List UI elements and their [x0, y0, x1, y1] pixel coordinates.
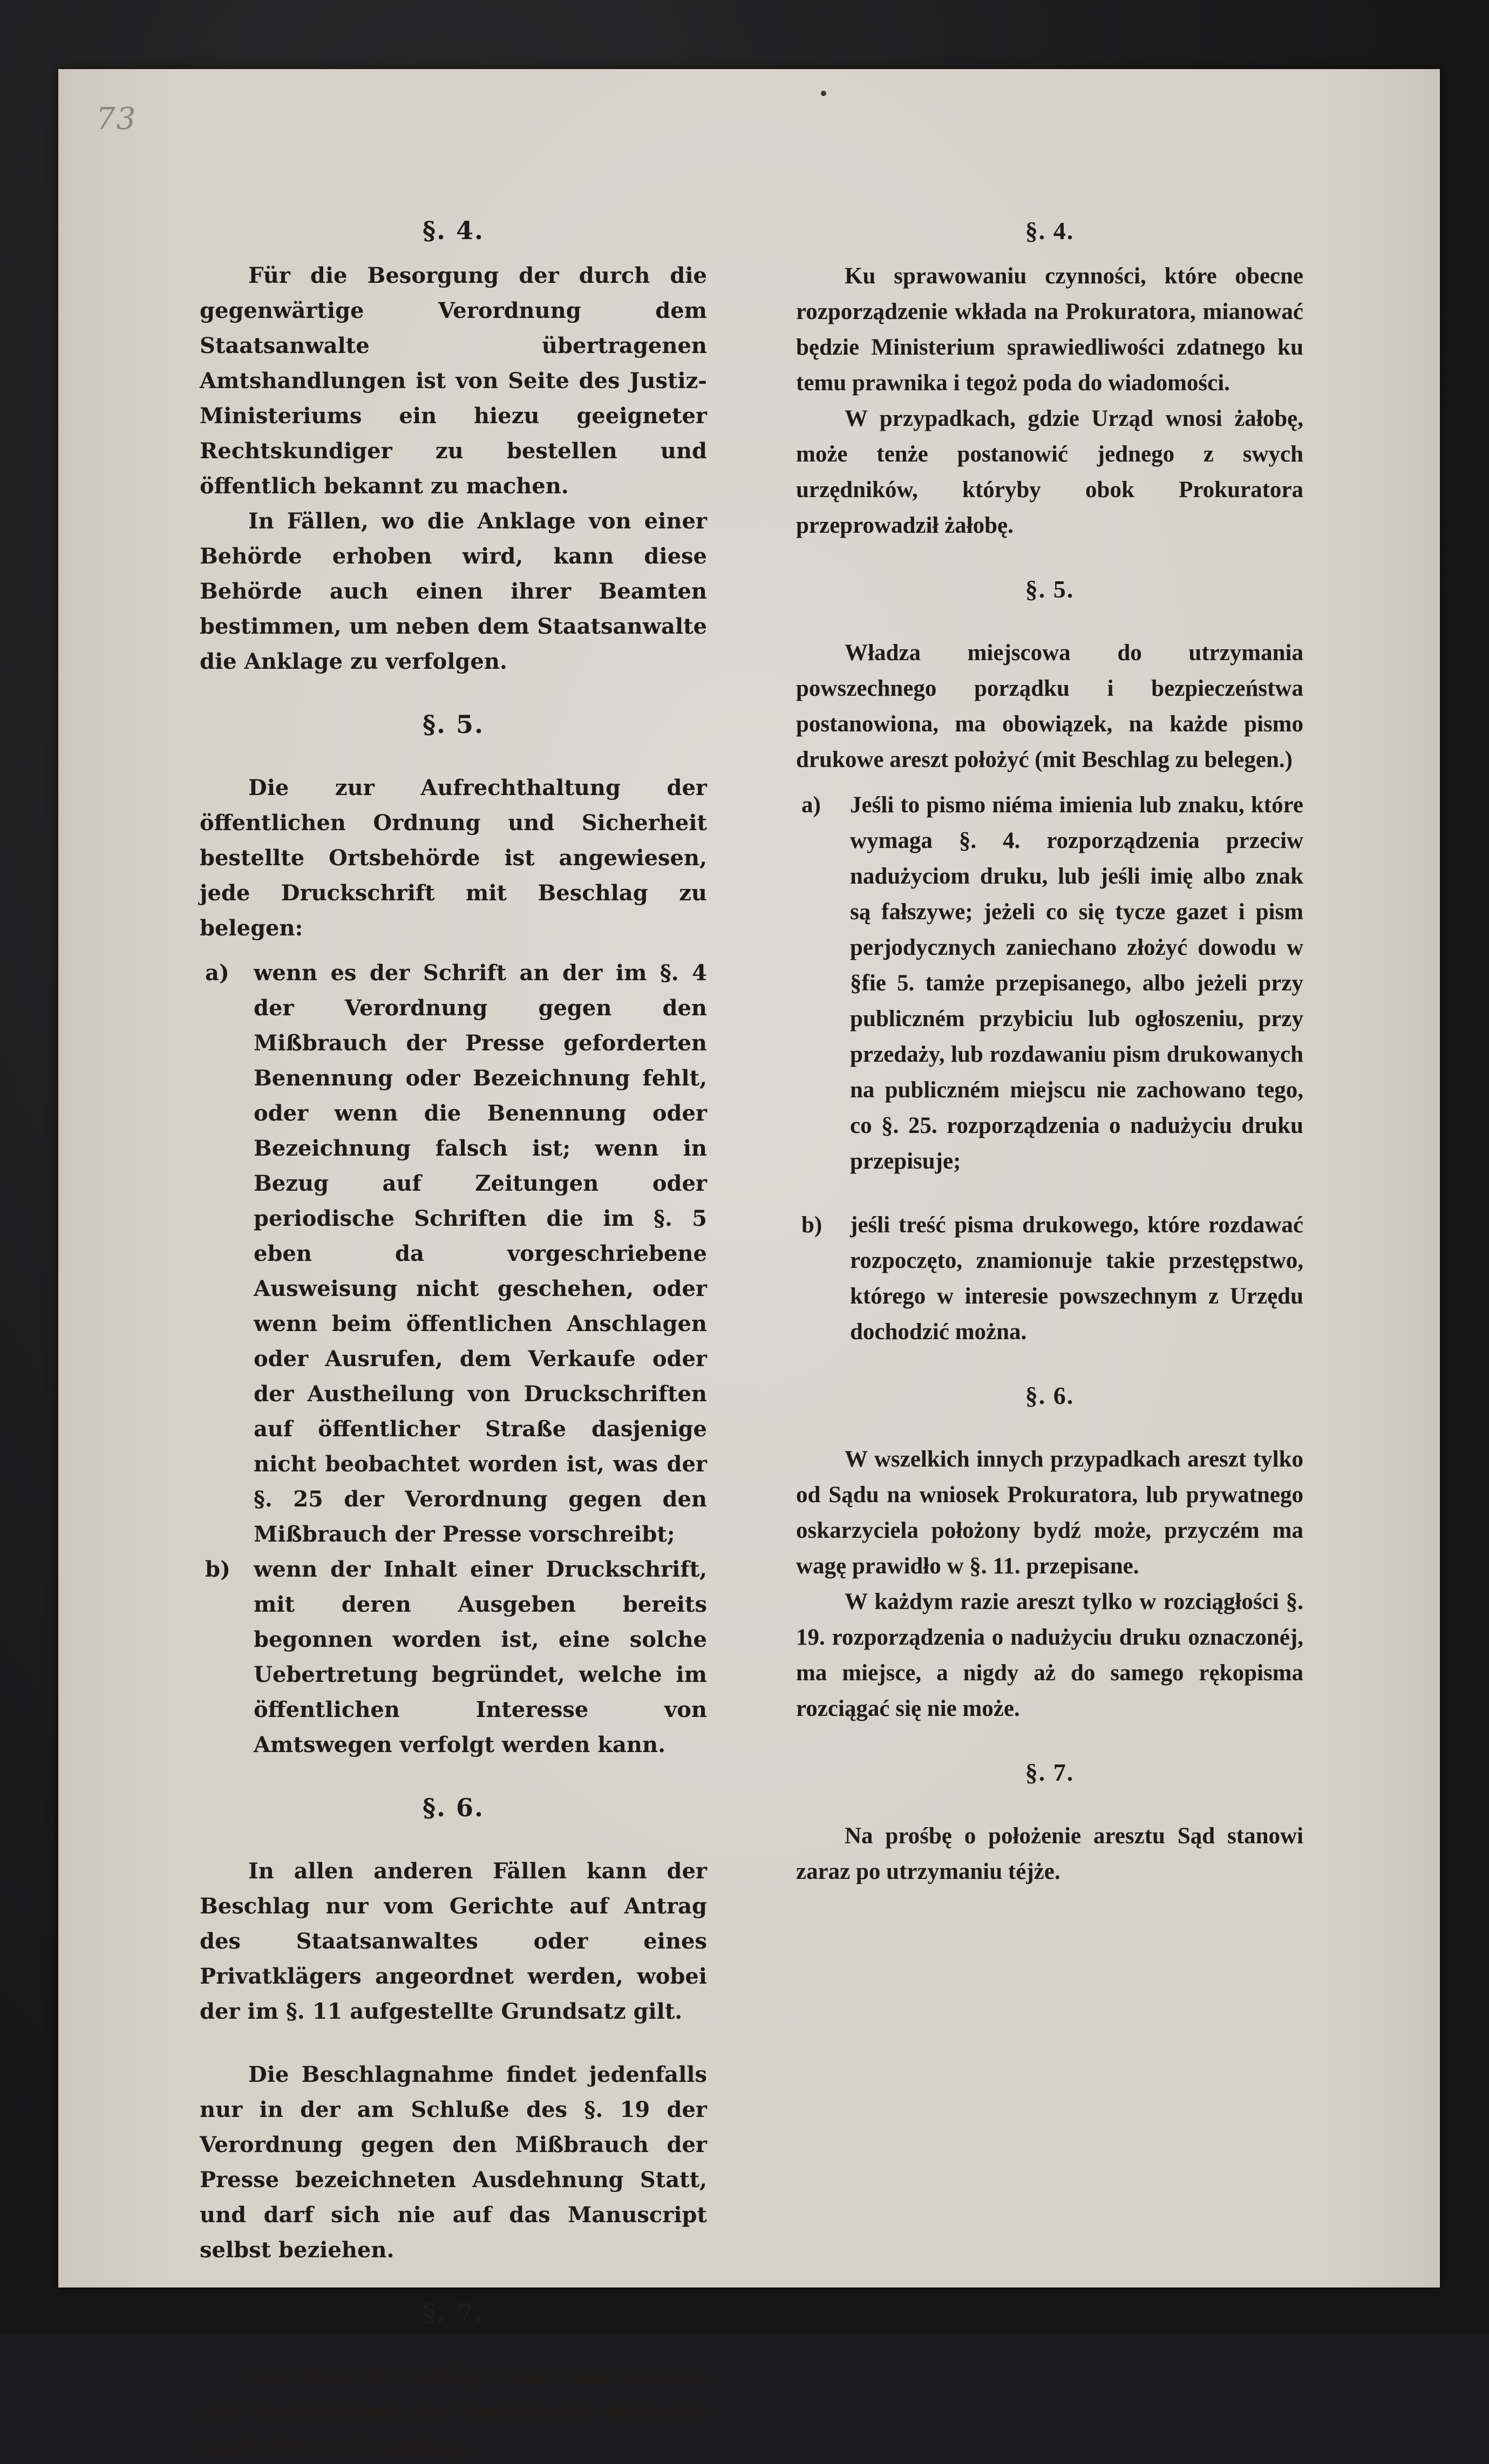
polish-section-4-paragraph: Ku sprawowaniu czynności, które obecne rozporządzenie wkłada na Prokuratora, mianować będzie Ministerium sprawiedliwości zdatnego ku temu prawnika i tegoż poda do wiadomości. — [796, 263, 1303, 396]
german-section-6-paragraph: In allen anderen Fällen kann der Beschlag nur vom Gerichte auf Antrag des Staatsanwaltes oder eines Privatklägers angeordnet werden, wobei der im §. 11 aufgestellte Grundsatz gilt. — [200, 1858, 707, 2024]
german-section-5-item-b — [200, 1552, 707, 1762]
german-section-7-heading: §. 7. — [422, 2298, 485, 2327]
item-text: Jeśli to pismo niéma imienia lub znaku, które wymaga §. 4. rozporządzenia przeciw nadużyciom druku, lub jeśli imię albo znak są fałszywe; jeżeli co się tycze gazet i pism perjodycznych zaniechano złożyć dowodu w §fie 5. tamże przepisanego, albo jeżeli przy publiczném przybiciu lub ogłoszeniu, przy przedaży, lub rozdawaniu pism drukowanych na publiczném miejscu nie zachowano tego, co §. 25. rozporządzenia o nadużyciu druku przepisuje; — [850, 792, 1303, 1174]
polish-section-7-paragraph: Na prośbę o położenie aresztu Sąd stanowi zaraz po utrzymaniu téjże. — [796, 1823, 1303, 1884]
polish-section-6-paragraph: W wszelkich innych przypadkach areszt tylko od Sądu na wniosek Prokuratora, lub prywatnego oskarzyciela położony bydź może, przyczém ma wagę prawidło w §. 11. przepisane. — [796, 1447, 1303, 1579]
german-section-4-paragraph: Für die Besorgung der durch die gegenwärtige Verordnung dem Staatsanwalte übertragenen Amtshandlungen ist von Seite des Justiz-Ministeriums ein hiezu geeigneter Rechtskundiger zu bestellen und öffentlich bekannt zu machen. — [200, 263, 707, 499]
polish-section-5-item-b — [796, 1207, 1303, 1350]
polish-section-5-intro: Władza miejscowa do utrzymania powszechnego porządku i bezpieczeństwa postanowiona, ma obowiązek, na każde pismo drukowe areszt położyć (mit Beschlag zu belegen.) — [796, 640, 1303, 772]
ink-spot — [821, 91, 826, 96]
item-label: b) — [801, 1212, 822, 1238]
polish-column — [796, 213, 1303, 1890]
german-section-5-item-a — [200, 955, 707, 1552]
polish-section-5-item-a — [796, 788, 1303, 1179]
polish-section-4-paragraph: W przypadkach, gdzie Urząd wnosi żałobę, może tenże postanowić jednego z swych urzędników, któryby obok Prokuratora przeprowadził żałobę. — [796, 406, 1303, 538]
polish-section-6-heading: §. 6. — [1025, 1382, 1075, 1409]
item-label: b) — [205, 1557, 230, 1582]
german-column — [200, 213, 707, 2464]
german-section-6-paragraph: Die Beschlagnahme findet jedenfalls nur in der am Schluße des §. 19 der Verordnung gegen den Mißbrauch der Presse bezeichneten Ausdehnung Statt, und darf sich nie auf das Manuscript selbst beziehen. — [200, 2062, 707, 2263]
polish-section-4-heading: §. 4. — [1025, 217, 1075, 245]
item-text: wenn der Inhalt einer Druckschrift, mit deren Ausgeben bereits begonnen worden ist, eine solche Uebertretung begründet, welche im öffentlichen Interesse von Amtswegen verfolgt werden kann. — [254, 1557, 707, 1757]
item-label: a) — [801, 792, 821, 818]
item-label: a) — [205, 960, 229, 986]
polish-section-7-heading: §. 7. — [1025, 1759, 1075, 1786]
archive-pencil-number: 73 — [96, 101, 137, 137]
german-section-6-heading: §. 6. — [422, 1793, 485, 1822]
german-section-5-heading: §. 5. — [422, 710, 485, 739]
item-text: jeśli treść pisma drukowego, które rozdawać rozpoczęto, znamionuje takie przestępstwo, którego w interesie powszechnym z Urzędu dochodzić można. — [850, 1212, 1303, 1345]
german-section-5-intro: Die zur Aufrechthaltung der öffentlichen Ordnung und Sicherheit bestellte Ortsbehörde ist angewiesen, jede Druckschrift mit Beschlag zu belegen: — [200, 775, 707, 941]
german-section-4-paragraph: In Fällen, wo die Anklage von einer Behörde erhoben wird, kann diese Behörde auch einen ihrer Beamten bestimmen, um neben dem Staatsanwalte die Anklage zu verfolgen. — [200, 508, 707, 674]
german-section-4-heading: §. 4. — [422, 216, 485, 245]
polish-section-5-heading: §. 5. — [1025, 575, 1075, 603]
item-text: wenn es der Schrift an der im §. 4 der Verordnung gegen den Mißbrauch der Presse geforderten Benennung oder Bezeichnung fehlt, oder wenn die Benennung oder Bezeichnung falsch ist; wenn in Bezug auf Zeitungen oder periodische Schriften die im §. 5 eben da vorgeschriebene Ausweisung nicht geschehen, oder wenn beim öffentlichen Anschlagen oder Ausrufen, dem Verkaufe oder der Austheilung von Druckschriften auf öffentlicher Straße dasjenige nicht beobachtet worden ist, was der §. 25 der Verordnung gegen den Mißbrauch der Presse vorschreibt; — [254, 960, 707, 1547]
german-section-7-paragraph: Das Gericht verfügt über das Gesuch um Verhängung des Beschlages sogleich nach dessen Empfang. — [200, 2364, 707, 2459]
polish-section-6-paragraph: W każdym razie areszt tylko w rozciągłości §. 19. rozporządzenia o nadużyciu druku oznaczonéj, ma miejsce, a nigdy aż do samego rękopisma rozciągać się nie może. — [796, 1589, 1303, 1721]
